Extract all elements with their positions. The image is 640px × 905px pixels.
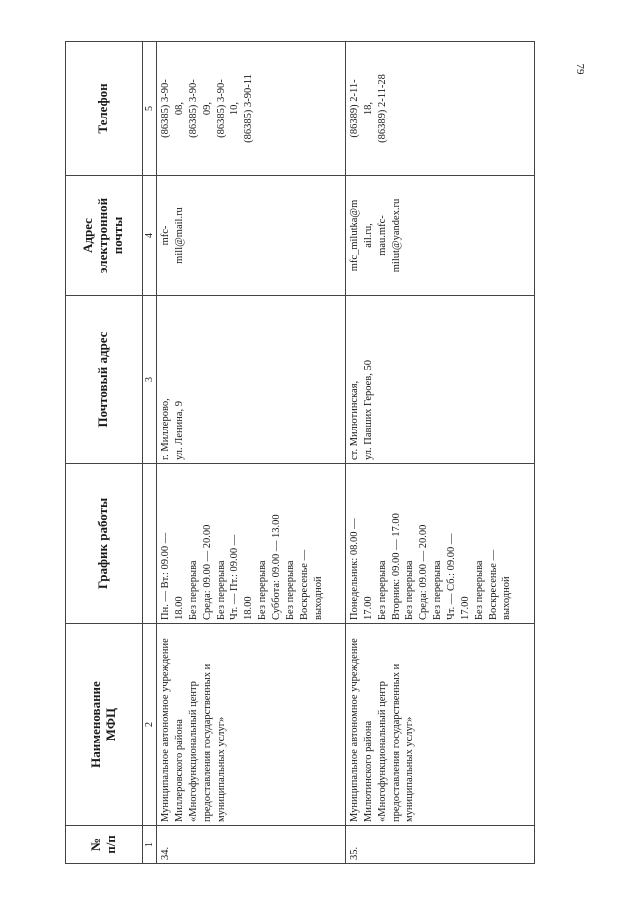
header-address: Почтовый адрес xyxy=(66,296,143,464)
column-number: 2 xyxy=(142,624,156,826)
table-row xyxy=(346,42,535,864)
row-name: Муниципальное автономное учреждение Миллеровского района «Многофункциональный центр предоставления государственных и муниципальных услуг» xyxy=(157,624,346,826)
header-number: № п/п xyxy=(66,826,143,864)
column-number: 1 xyxy=(142,826,156,864)
column-number: 5 xyxy=(142,42,156,176)
column-number: 4 xyxy=(142,176,156,296)
header-phone: Телефон xyxy=(66,42,143,176)
column-number-row xyxy=(142,42,156,864)
header-row xyxy=(66,42,143,864)
row-phone: (86389) 2-11- 18, (86389) 2-11-28 xyxy=(346,42,535,176)
row-number: 34. xyxy=(157,826,346,864)
table-row xyxy=(157,42,346,864)
row-name: Муниципальное автономное учреждение Милютинского района «Многофункциональный центр предоставления государственных и муниципальных услуг» xyxy=(346,624,535,826)
table-wrapper xyxy=(65,42,535,864)
page-number: 79 xyxy=(574,63,586,75)
row-number: 35. xyxy=(346,826,535,864)
rotated-table-container xyxy=(65,42,535,864)
mfc-table xyxy=(65,41,535,864)
row-schedule: Понедельник: 08.00 — 17.00 Без перерыва Вторник: 09.00 — 17.00 Без перерыва Среда: 09.00 — 20.00 Без перерыва Чт. — Сб.: 09.00 — 17.00 Без перерыва Воскресенье — выходной xyxy=(346,464,535,624)
row-address: ст. Милютинская, ул. Павших Героев, 50 xyxy=(346,296,535,464)
column-number xyxy=(142,464,156,624)
header-name: Наименование МФЦ xyxy=(66,624,143,826)
row-address: г. Миллерово, ул. Ленина, 9 xyxy=(157,296,346,464)
header-email: Адрес электронной почты xyxy=(66,176,143,296)
row-phone: (86385) 3-90- 08, (86385) 3-90- 09, (86385) 3-90- 10, (86385) 3-90-11 xyxy=(157,42,346,176)
row-email: mfc- mill@mail.ru xyxy=(157,176,346,296)
column-number: 3 xyxy=(142,296,156,464)
row-email: mfc_milutka@m ail.ru, mau.mfc- milut@yandex.ru xyxy=(346,176,535,296)
row-schedule: Пн. — Вт.: 09.00 — 18.00 Без перерыва Среда: 09.00 — 20.00 Без перерыва Чт. — Пт.: 09.00 — 18.00 Без перерыва Суббота: 09.00 — 13.00 Без перерыва Воскресенье — выходной xyxy=(157,464,346,624)
header-schedule: График работы xyxy=(66,464,143,624)
